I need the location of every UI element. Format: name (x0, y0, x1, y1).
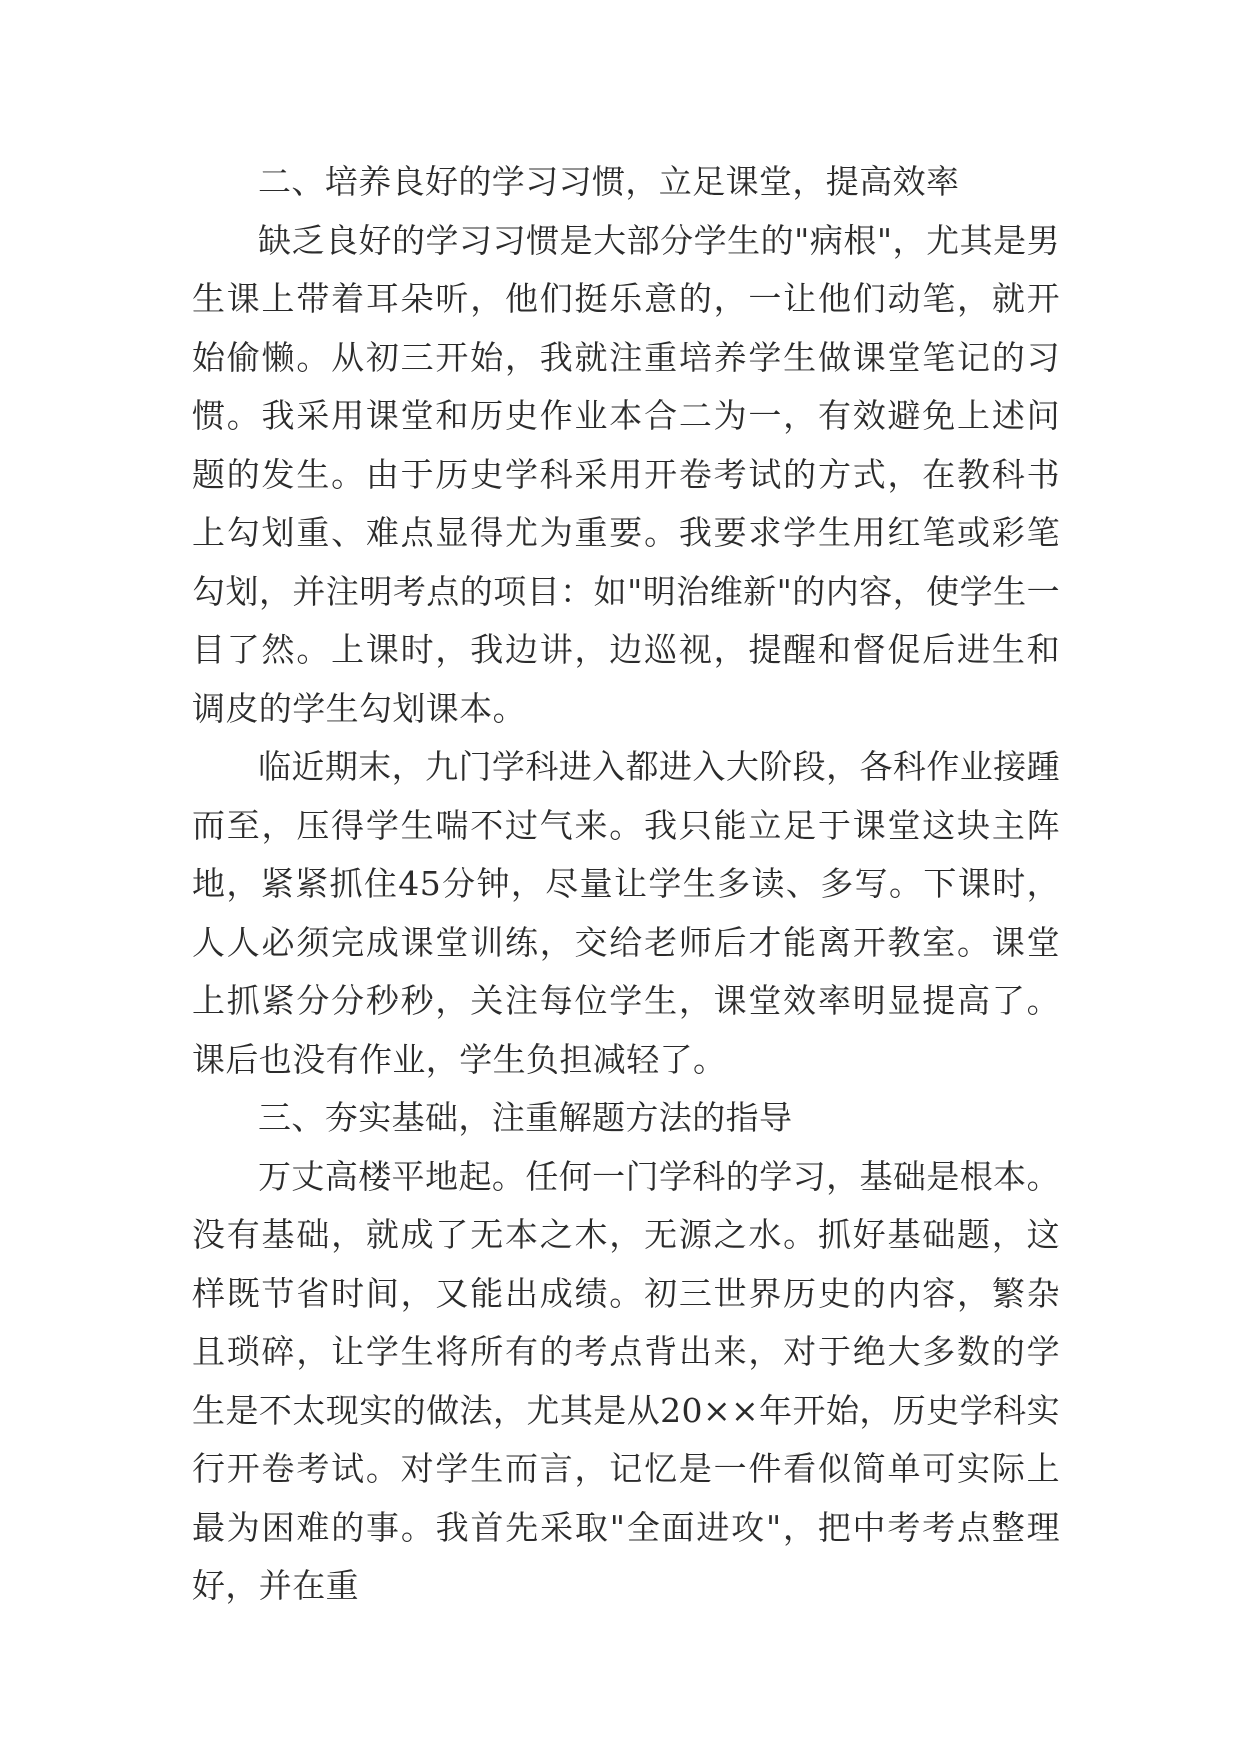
paragraph: 缺乏良好的学习习惯是大部分学生的"病根"，尤其是男生课上带着耳朵听，他们挺乐意的，一让他们动笔，就开始偷懒。从初三开始，我就注重培养学生做课堂笔记的习惯。我采用课堂和历史作业本合二为一，有效避免上述问题的发生。由于历史学科采用开卷考试的方式，在教科书上勾划重、难点显得尤为重要。我要求学生用红笔或彩笔勾划，并注明考点的项目：如"明治维新"的内容，使学生一目了然。上课时，我边讲，边巡视，提醒和督促后进生和调皮的学生勾划课本。 (192, 220, 1060, 728)
document-body (192, 153, 1060, 1616)
section-heading-2: 二、培养良好的学习习惯，立足课堂，提高效率 (258, 162, 960, 201)
section-heading-3: 三、夯实基础，注重解题方法的指导 (258, 1098, 793, 1137)
paragraph: 万丈高楼平地起。任何一门学科的学习，基础是根本。没有基础，就成了无本之木，无源之水。抓好基础题，这样既节省时间，又能出成绩。初三世界历史的内容，繁杂且琐碎，让学生将所有的考点背出来，对于绝大多数的学生是不太现实的做法，尤其是从20××年开始，历史学科实行开卷考试。对学生而言，记忆是一件看似简单可实际上最为困难的事。我首先采取"全面进攻"，把中考考点整理好，并在重 (192, 1156, 1060, 1605)
paragraph: 临近期末，九门学科进入都进入大阶段，各科作业接踵而至，压得学生喘不过气来。我只能立足于课堂这块主阵地，紧紧抓住45分钟，尽量让学生多读、多写。下课时，人人必须完成课堂训练，交给老师后才能离开教室。课堂上抓紧分分秒秒，关注每位学生，课堂效率明显提高了。课后也没有作业，学生负担减轻了。 (192, 747, 1060, 1079)
